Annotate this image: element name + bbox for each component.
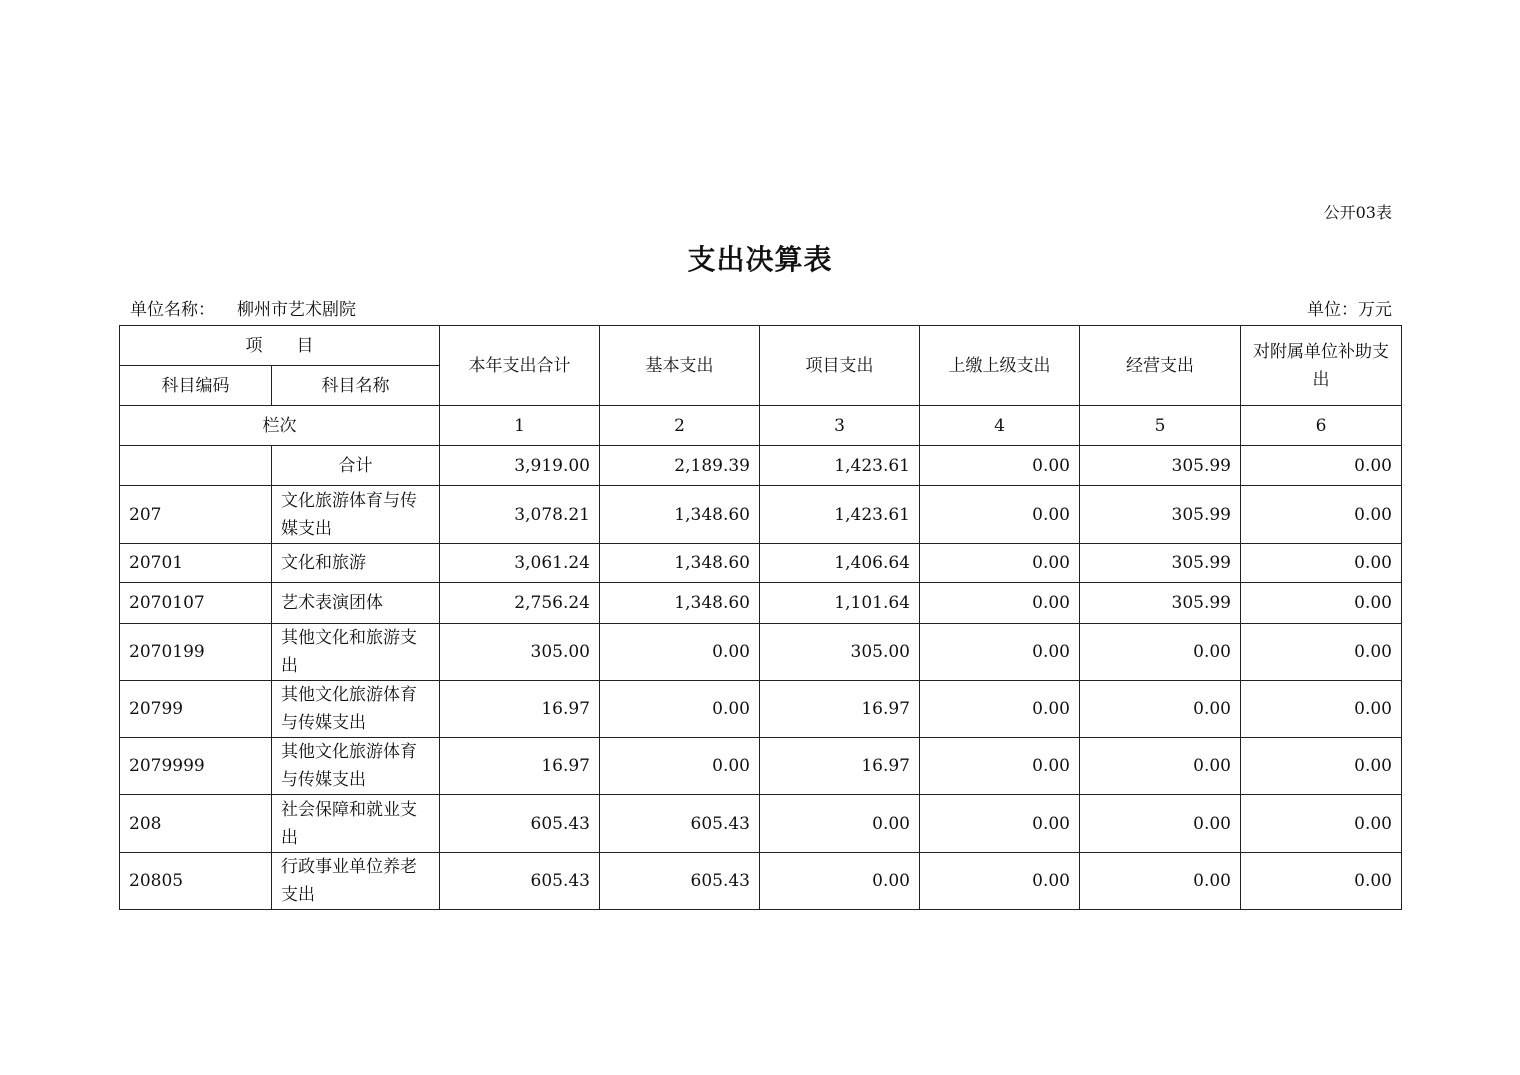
cell-value: 0.00	[920, 795, 1080, 853]
cell-value: 605.43	[600, 795, 760, 853]
cell-value: 0.00	[920, 624, 1080, 681]
cell-value: 605.43	[440, 795, 600, 853]
cell-value: 605.43	[440, 853, 600, 910]
expenditure-table	[119, 325, 1402, 910]
cell-name: 文化和旅游	[272, 544, 440, 583]
cell-value: 16.97	[440, 738, 600, 795]
cell-value: 0.00	[1241, 853, 1402, 910]
cell-name: 文化旅游体育与传媒支出	[272, 486, 440, 544]
cell-value: 0.00	[920, 583, 1080, 624]
cell-value: 3,919.00	[440, 446, 600, 486]
cell-value: 1,406.64	[760, 544, 920, 583]
cell-name: 合计	[272, 446, 440, 486]
cell-value: 0.00	[920, 738, 1080, 795]
table-row	[120, 624, 1402, 681]
table-row	[120, 738, 1402, 795]
cell-code: 2070199	[120, 624, 272, 681]
cell-name: 其他文化和旅游支出	[272, 624, 440, 681]
cell-value: 1,348.60	[600, 583, 760, 624]
currency-unit: 单位：万元	[1307, 300, 1392, 320]
cell-code: 2079999	[120, 738, 272, 795]
cell-value: 0.00	[1241, 544, 1402, 583]
cell-value: 16.97	[440, 681, 600, 738]
cell-value: 0.00	[1241, 681, 1402, 738]
header-business: 经营支出	[1080, 326, 1241, 406]
column-number: 1	[440, 406, 600, 446]
cell-name: 其他文化旅游体育与传媒支出	[272, 681, 440, 738]
cell-value: 0.00	[1080, 853, 1241, 910]
table-row	[120, 544, 1402, 583]
cell-value: 0.00	[1080, 624, 1241, 681]
cell-value: 0.00	[920, 681, 1080, 738]
cell-value: 16.97	[760, 738, 920, 795]
cell-value: 0.00	[1241, 446, 1402, 486]
cell-value: 0.00	[600, 681, 760, 738]
column-number: 5	[1080, 406, 1241, 446]
cell-value: 305.00	[760, 624, 920, 681]
unit-name-label: 单位名称：	[130, 300, 215, 320]
cell-value: 0.00	[920, 544, 1080, 583]
cell-name: 其他文化旅游体育与传媒支出	[272, 738, 440, 795]
cell-value: 1,348.60	[600, 486, 760, 544]
cell-code: 20799	[120, 681, 272, 738]
cell-code: 2070107	[120, 583, 272, 624]
cell-name: 艺术表演团体	[272, 583, 440, 624]
column-number: 3	[760, 406, 920, 446]
table-row	[120, 583, 1402, 624]
cell-value: 0.00	[1241, 738, 1402, 795]
cell-value: 305.99	[1080, 583, 1241, 624]
cell-code: 207	[120, 486, 272, 544]
table-row	[120, 681, 1402, 738]
header-name: 科目名称	[272, 366, 440, 406]
column-number: 4	[920, 406, 1080, 446]
cell-value: 0.00	[600, 738, 760, 795]
cell-code: 20805	[120, 853, 272, 910]
cell-value: 605.43	[600, 853, 760, 910]
cell-code: 20701	[120, 544, 272, 583]
cell-value: 0.00	[1080, 738, 1241, 795]
cell-value: 305.99	[1080, 544, 1241, 583]
cell-value: 0.00	[1241, 795, 1402, 853]
cell-value: 0.00	[600, 624, 760, 681]
cell-value: 0.00	[1241, 624, 1402, 681]
header-basic: 基本支出	[600, 326, 760, 406]
cell-value: 0.00	[920, 853, 1080, 910]
cell-value: 305.00	[440, 624, 600, 681]
cell-value: 0.00	[920, 446, 1080, 486]
header-code: 科目编码	[120, 366, 272, 406]
cell-value: 1,101.64	[760, 583, 920, 624]
cell-value: 1,348.60	[600, 544, 760, 583]
cell-value: 1,423.61	[760, 446, 920, 486]
cell-value: 2,756.24	[440, 583, 600, 624]
cell-value: 305.99	[1080, 486, 1241, 544]
cell-value: 3,078.21	[440, 486, 600, 544]
table-row	[120, 795, 1402, 853]
unit-name-value: 柳州市艺术剧院	[237, 300, 356, 320]
cell-value: 0.00	[760, 795, 920, 853]
header-project: 项 目	[120, 326, 440, 366]
unit-name	[130, 295, 356, 320]
header-project-expenditure: 项目支出	[760, 326, 920, 406]
cell-value: 0.00	[920, 486, 1080, 544]
table-row	[120, 853, 1402, 910]
cell-name: 行政事业单位养老支出	[272, 853, 440, 910]
cell-value: 0.00	[760, 853, 920, 910]
cell-code	[120, 446, 272, 486]
cell-value: 0.00	[1080, 681, 1241, 738]
header-total: 本年支出合计	[440, 326, 600, 406]
cell-value: 305.99	[1080, 446, 1241, 486]
cell-value: 3,061.24	[440, 544, 600, 583]
column-index-label: 栏次	[120, 406, 440, 446]
cell-code: 208	[120, 795, 272, 853]
table-row	[120, 486, 1402, 544]
form-number: 公开03表	[1323, 203, 1392, 222]
column-number: 6	[1241, 406, 1402, 446]
column-number: 2	[600, 406, 760, 446]
table-row	[120, 446, 1402, 486]
cell-name: 社会保障和就业支出	[272, 795, 440, 853]
cell-value: 0.00	[1080, 795, 1241, 853]
page-title: 支出决算表	[687, 243, 833, 276]
header-upper-level: 上缴上级支出	[920, 326, 1080, 406]
header-subsidy: 对附属单位补助支出	[1241, 326, 1402, 406]
cell-value: 16.97	[760, 681, 920, 738]
cell-value: 0.00	[1241, 486, 1402, 544]
cell-value: 1,423.61	[760, 486, 920, 544]
cell-value: 0.00	[1241, 583, 1402, 624]
cell-value: 2,189.39	[600, 446, 760, 486]
